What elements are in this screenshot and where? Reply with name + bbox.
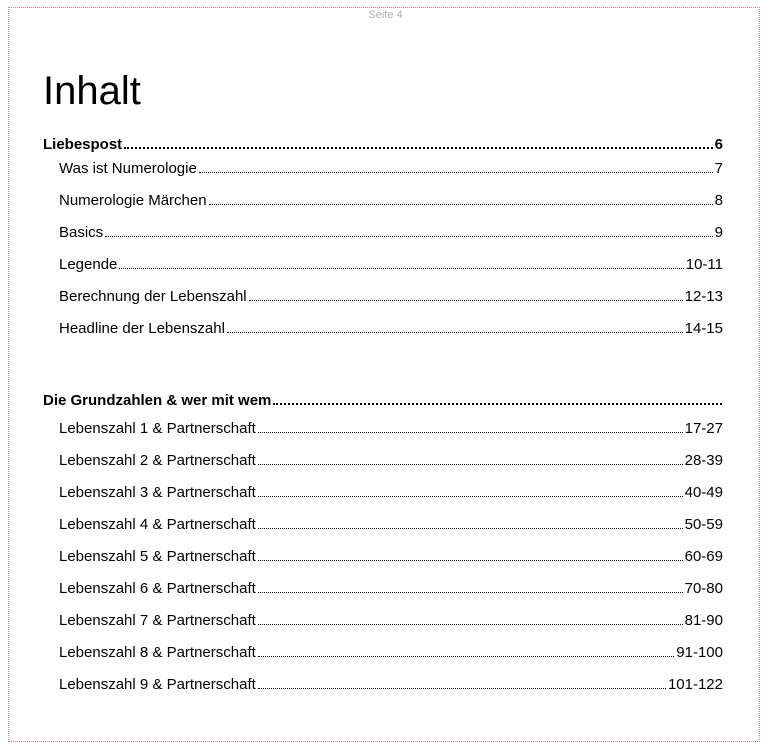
- toc-entry-label: Basics: [59, 224, 104, 241]
- toc-entry[interactable]: [43, 612, 723, 644]
- toc-entry-label: Lebenszahl 3 & Partnerschaft: [59, 484, 256, 501]
- toc-entry-label: Headline der Lebenszahl: [59, 320, 225, 337]
- toc-entry[interactable]: [43, 256, 723, 288]
- toc-page-number: 81-90: [684, 612, 723, 629]
- toc-heading-label: Liebespost: [43, 136, 123, 153]
- toc-entry[interactable]: [43, 452, 723, 484]
- toc-dot-leader: [258, 549, 683, 561]
- toc-entry[interactable]: [43, 192, 723, 224]
- toc-entry-label: Legende: [59, 256, 118, 273]
- toc-dot-leader: [258, 453, 683, 465]
- toc-page-number: 7: [714, 160, 723, 177]
- toc-dot-leader: [258, 645, 674, 657]
- toc-entry[interactable]: [43, 516, 723, 548]
- toc-dot-leader: [258, 485, 683, 497]
- toc-dot-leader: [273, 392, 722, 405]
- toc-entry-label: Numerologie Märchen: [59, 192, 207, 209]
- toc-dot-leader: [258, 421, 683, 433]
- toc-page-number: 40-49: [684, 484, 723, 501]
- toc-page-number: 9: [714, 224, 723, 241]
- toc-entry-label: Lebenszahl 6 & Partnerschaft: [59, 580, 256, 597]
- toc-entry-label: Lebenszahl 9 & Partnerschaft: [59, 676, 256, 693]
- toc-page-number: 17-27: [684, 420, 723, 437]
- toc-entry[interactable]: [43, 288, 723, 320]
- toc-dot-leader: [119, 257, 683, 269]
- toc-entry-label: Berechnung der Lebenszahl: [59, 288, 247, 305]
- toc-dot-leader: [209, 193, 713, 205]
- toc-dot-leader: [249, 289, 683, 301]
- toc-entry-label: Lebenszahl 7 & Partnerschaft: [59, 612, 256, 629]
- toc-heading-liebespost[interactable]: [43, 136, 723, 160]
- toc-dot-leader: [227, 321, 683, 333]
- toc-heading-label: Die Grundzahlen & wer mit wem: [43, 392, 272, 409]
- toc-dot-leader: [258, 613, 683, 625]
- toc-dot-leader: [258, 517, 683, 529]
- toc-page-number: 28-39: [684, 452, 723, 469]
- toc-entry[interactable]: [43, 548, 723, 580]
- toc-entry[interactable]: [43, 320, 723, 352]
- toc-dot-leader: [124, 136, 712, 149]
- toc-entry[interactable]: [43, 644, 723, 676]
- toc-entry-label: Lebenszahl 1 & Partnerschaft: [59, 420, 256, 437]
- toc-heading-grundzahlen[interactable]: [43, 392, 722, 420]
- toc-entry[interactable]: [43, 224, 723, 256]
- toc-page-number: 6: [714, 136, 723, 153]
- toc-dot-leader: [105, 225, 712, 237]
- toc-page-number: 60-69: [684, 548, 723, 565]
- table-of-contents: [43, 136, 723, 708]
- page-title: Inhalt: [43, 69, 141, 113]
- toc-page-number: 14-15: [684, 320, 723, 337]
- toc-entry-label: Lebenszahl 4 & Partnerschaft: [59, 516, 256, 533]
- toc-page-number: 8: [714, 192, 723, 209]
- toc-dot-leader: [258, 677, 666, 689]
- toc-entry[interactable]: [43, 420, 723, 452]
- toc-entry-label: Was ist Numerologie: [59, 160, 197, 177]
- toc-entry-label: Lebenszahl 2 & Partnerschaft: [59, 452, 256, 469]
- toc-page-number: 50-59: [684, 516, 723, 533]
- toc-entry[interactable]: [43, 580, 723, 612]
- toc-dot-leader: [199, 161, 713, 173]
- toc-entry[interactable]: [43, 676, 723, 708]
- toc-page-number: 70-80: [684, 580, 723, 597]
- toc-entry-label: Lebenszahl 8 & Partnerschaft: [59, 644, 256, 661]
- toc-page-number: 12-13: [684, 288, 723, 305]
- page-number-label: Seite 4: [368, 9, 403, 21]
- toc-page-number: 91-100: [676, 644, 723, 661]
- toc-entry[interactable]: [43, 160, 723, 192]
- toc-dot-leader: [258, 581, 683, 593]
- toc-entry-label: Lebenszahl 5 & Partnerschaft: [59, 548, 256, 565]
- toc-entry[interactable]: [43, 484, 723, 516]
- section-spacer: [43, 352, 723, 392]
- toc-page-number: 10-11: [685, 256, 723, 273]
- toc-page-number: 101-122: [667, 676, 723, 693]
